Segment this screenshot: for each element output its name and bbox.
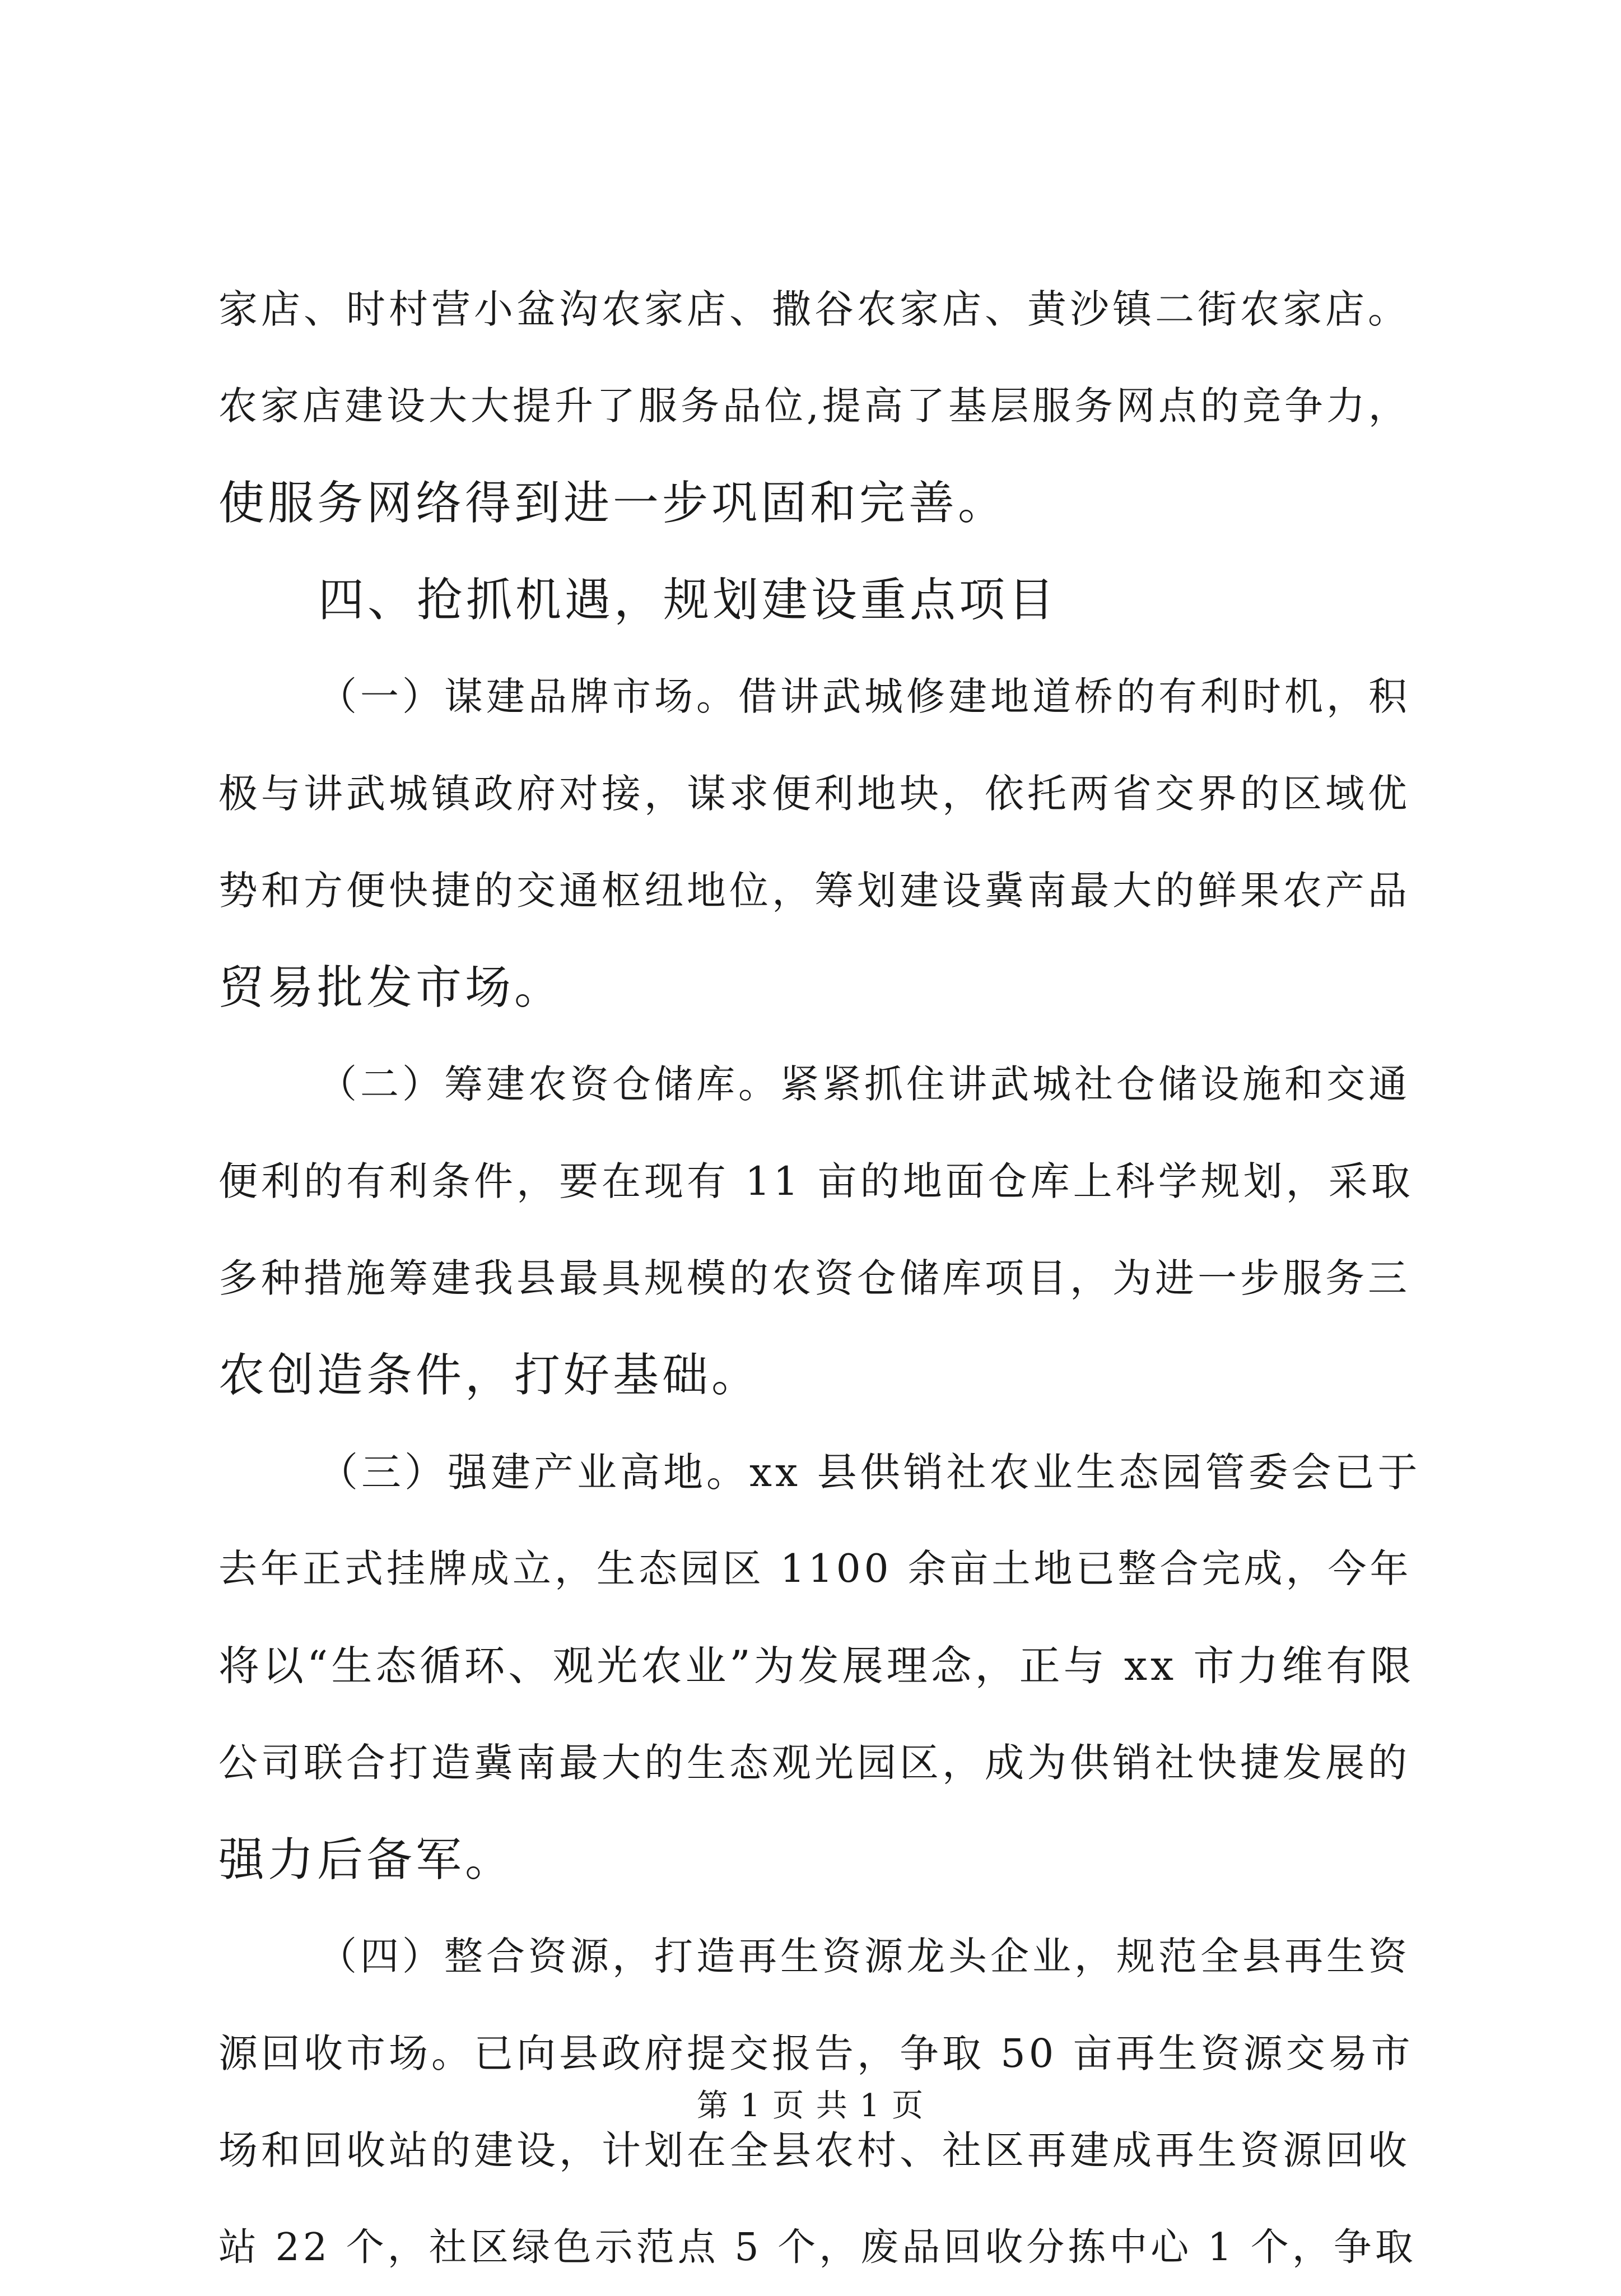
text-line-18: （四）整合资源，打造再生资源龙头企业，规范全县再生资	[318, 1934, 1410, 1979]
text-line-16: 公司联合打造冀南最大的生态观光园区，成为供销社快捷发展的	[218, 1740, 1410, 1786]
text-line-9: （二）筹建农资仓储库。紧紧抓住讲武城社仓储设施和交通	[318, 1062, 1410, 1107]
section-heading: 四、抢抓机遇，规划建设重点项目	[318, 574, 1058, 627]
text-line-11: 多种措施筹建我县最具规模的农资仓储库项目，为进一步服务三	[218, 1255, 1410, 1301]
text-line-6: 极与讲武城镇政府对接，谋求便利地块，依托两省交界的区域优	[218, 771, 1410, 817]
text-line-7: 势和方便快捷的交通枢纽地位，筹划建设冀南最大的鲜果农产品	[218, 868, 1410, 914]
text-line-19: 源回收市场。已向县政府提交报告，争取 50 亩再生资源交易市	[218, 2030, 1414, 2076]
text-line-1: 家店、时村营小盆沟农家店、撒谷农家店、黄沙镇二街农家店。	[218, 286, 1410, 332]
text-line-17: 强力后备军。	[218, 1833, 515, 1887]
text-line-5: （一）谋建品牌市场。借讲武城修建地道桥的有利时机，积	[318, 674, 1410, 719]
text-line-13: （三）强建产业高地。xx 县供销社农业生态园管委会已于	[318, 1449, 1421, 1496]
text-line-2: 农家店建设大大提升了服务品位,提高了基层服务网点的竞争力，	[218, 384, 1410, 429]
text-line-15: 将以“生态循环、观光农业”为发展理念，正与 xx 市力维有限	[218, 1642, 1415, 1690]
text-line-12: 农创造条件，打好基础。	[218, 1349, 761, 1402]
text-line-14: 去年正式挂牌成立，生态园区 1100 余亩土地已整合完成，今年	[218, 1547, 1412, 1591]
text-line-3: 使服务网络得到进一步巩固和完善。	[218, 477, 1008, 530]
text-line-10: 便利的有利条件，要在现有 11 亩的地面仓库上科学规划，采取	[218, 1158, 1414, 1204]
page-footer: 第 1 页 共 1 页	[696, 2088, 925, 2124]
text-line-20: 场和回收站的建设，计划在全县农村、社区再建成再生资源回收	[218, 2127, 1410, 2173]
text-line-21: 站 22 个，社区绿色示范点 5 个，废品回收分拣中心 1 个，争取	[218, 2225, 1417, 2270]
text-line-8: 贸易批发市场。	[218, 961, 564, 1014]
document-body	[218, 261, 1423, 2296]
